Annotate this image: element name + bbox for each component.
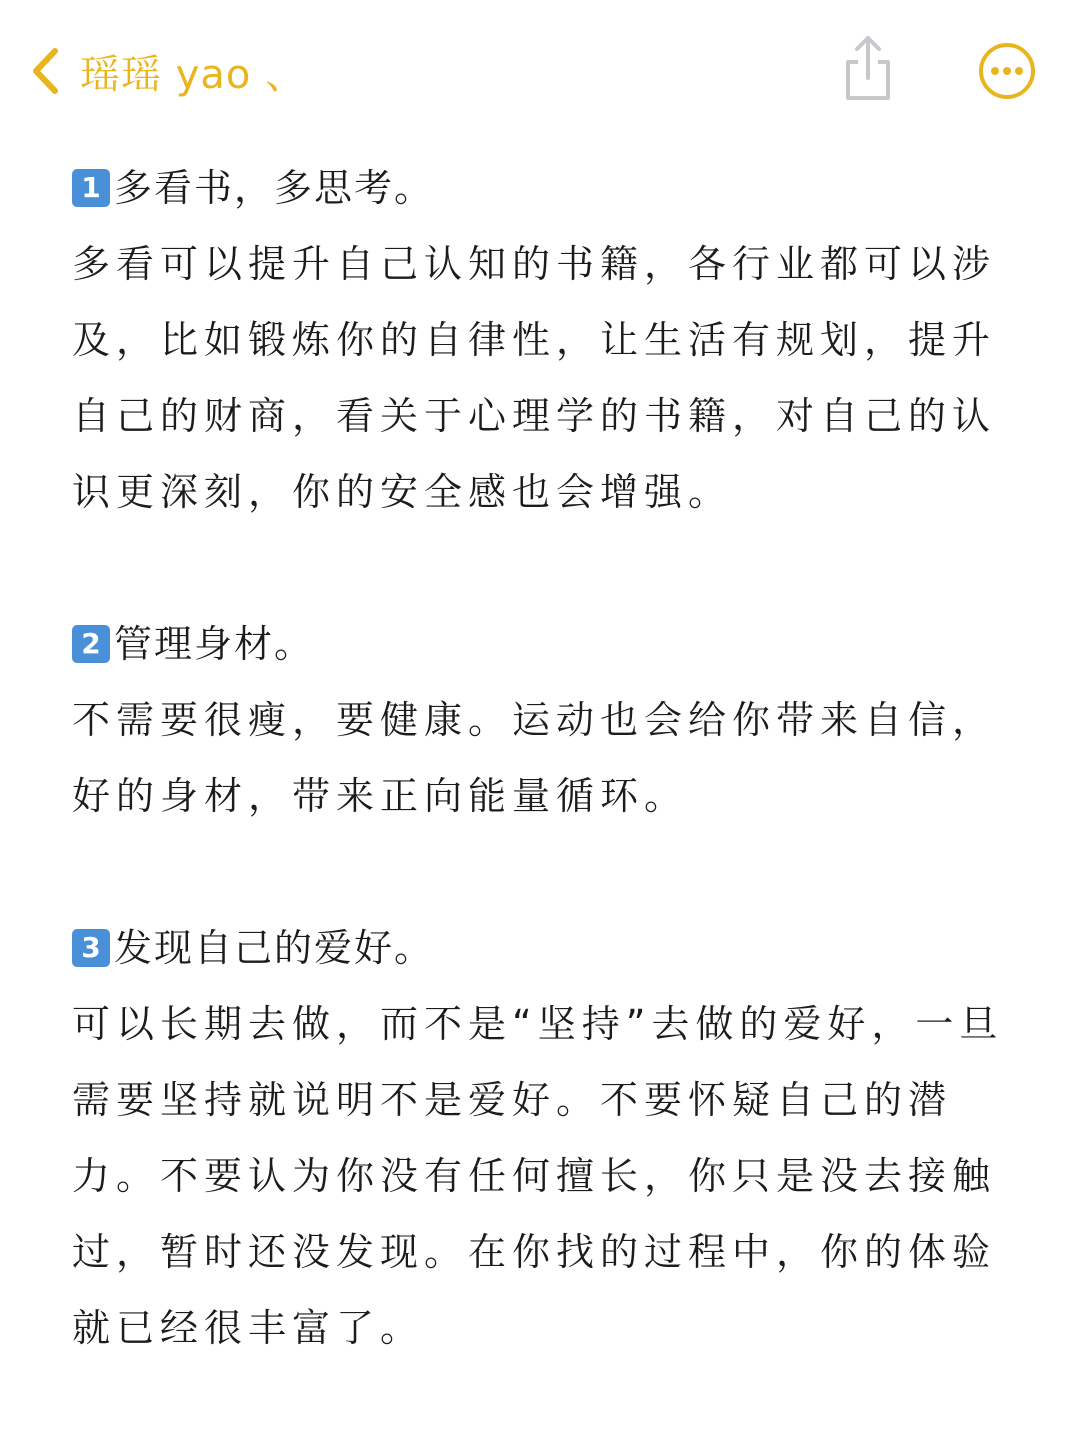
section-body: 不需要很瘦，要健康。运动也会给你带来自信，好的身材，带来正向能量循环。 <box>72 698 997 818</box>
number-badge: 3 <box>72 929 110 967</box>
section-title: 发现自己的爱好。 <box>114 926 435 970</box>
share-button[interactable] <box>840 34 896 104</box>
note-content <box>72 150 1017 1366</box>
back-button[interactable] <box>30 36 306 106</box>
section-title: 管理身材。 <box>114 622 315 666</box>
section-body: 可以长期去做，而不是“坚持”去做的爱好，一旦需要坚持就说明不是爱好。不要怀疑自己的潜力。不要认为你没有任何擅长，你只是没去接触过，暂时还没发现。在你找的过程中，你的体验就已经很丰富了。 <box>72 1002 1004 1350</box>
section-heading <box>72 606 1017 682</box>
more-icon <box>978 85 1036 104</box>
back-title: 瑶瑶 yao 、 <box>80 51 307 98</box>
section-3 <box>72 910 1017 1366</box>
section-2 <box>72 606 1017 834</box>
section-body: 多看可以提升自己认知的书籍，各行业都可以涉及，比如锻炼你的自律性，让生活有规划，提升自己的财商，看关于心理学的书籍，对自己的认识更深刻，你的安全感也会增强。 <box>72 242 997 514</box>
number-badge: 2 <box>72 625 110 663</box>
navigation-bar <box>0 0 1080 140</box>
number-badge: 1 <box>72 169 110 207</box>
chevron-left-icon <box>30 47 60 95</box>
section-heading <box>72 150 1017 226</box>
section-title: 多看书，多思考。 <box>114 166 435 210</box>
share-icon <box>840 89 896 108</box>
section-heading <box>72 910 1017 986</box>
more-button[interactable] <box>978 42 1036 100</box>
section-1 <box>72 150 1017 530</box>
